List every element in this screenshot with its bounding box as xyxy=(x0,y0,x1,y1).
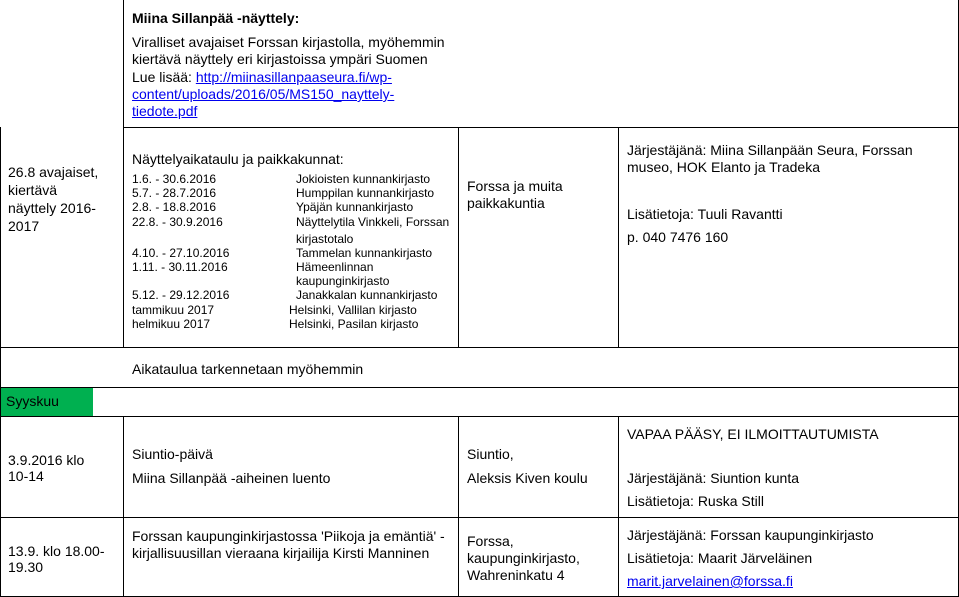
schedule-date: 22.8. - 30.9.2016 xyxy=(132,215,223,229)
table-border xyxy=(123,0,124,127)
schedule-date: tammikuu 2017 xyxy=(132,303,215,317)
schedule-place: Janakkalan kunnankirjasto xyxy=(296,288,438,302)
month-label: Syyskuu xyxy=(6,393,59,409)
table-border xyxy=(0,127,1,597)
contact-info: Lisätietoja: Ruska Still xyxy=(627,493,764,509)
schedule-date: 1.11. - 30.11.2016 xyxy=(132,260,228,274)
event-line: Forssan kaupunginkirjastossa 'Piikoja ja emäntiä' - xyxy=(132,528,445,544)
schedule-place: Helsinki, Vallilan kirjasto xyxy=(289,303,417,317)
table-border xyxy=(618,416,619,597)
table-border xyxy=(0,416,959,417)
date-line: 10-14 xyxy=(8,468,44,484)
date-line: 26.8 avajaiset, xyxy=(8,164,99,180)
schedule-date: 5.7. - 28.7.2016 xyxy=(132,186,217,200)
read-more-label: Lue lisää: xyxy=(132,69,196,85)
place-line: kaupunginkirjasto, xyxy=(467,550,580,566)
schedule-place: Ypäjän kunnankirjasto xyxy=(296,200,414,214)
date-line: 19.30 xyxy=(8,559,44,575)
organizer: Järjestäjänä: Siuntion kunta xyxy=(627,470,799,486)
free-entry-note: VAPAA PÄÄSY, EI ILMOITTAUTUMISTA xyxy=(627,426,879,442)
schedule-place: Humppilan kunnankirjasto xyxy=(296,186,435,200)
location-cell xyxy=(467,178,563,212)
read-more-link[interactable]: tiedote.pdf xyxy=(132,103,198,119)
description-line: Viralliset avajaiset Forssan kirjastolla, myöhemmin xyxy=(132,34,445,50)
organizer-line: Järjestäjänä: Miina Sillanpään Seura, Forssan xyxy=(627,142,913,158)
schedule-place: Näyttelytila Vinkkeli, Forssan xyxy=(296,215,450,229)
read-more-link[interactable]: content/uploads/2016/05/MS150_nayttely- xyxy=(132,86,395,102)
location-line: Forssa ja muita xyxy=(467,178,563,194)
schedule-date: 4.10. - 27.10.2016 xyxy=(132,246,230,260)
table-border xyxy=(123,416,124,597)
schedule-date: 5.12. - 29.12.2016 xyxy=(132,288,230,302)
event-place: Aleksis Kiven koulu xyxy=(467,470,588,486)
date-line: 13.9. klo 18.00- xyxy=(8,543,105,559)
exhibition-title: Miina Sillanpää -näyttely: xyxy=(132,10,300,26)
organizer: Järjestäjänä: Forssan kaupunginkirjasto xyxy=(627,527,874,543)
date-cell xyxy=(8,163,98,235)
date-line: kiertävä xyxy=(8,182,58,198)
date-cell xyxy=(8,543,105,575)
table-border xyxy=(0,347,959,348)
event-place: Siuntio, xyxy=(467,446,514,462)
read-more xyxy=(132,69,392,86)
place-line: Forssa, xyxy=(467,533,514,549)
event-description xyxy=(132,528,445,562)
place-line: Wahreninkatu 4 xyxy=(467,567,565,583)
table-border xyxy=(123,127,124,347)
date-line: näyttely 2016- xyxy=(8,200,96,216)
schedule-place: Jokioisten kunnankirjasto xyxy=(296,172,431,186)
table-border xyxy=(458,127,459,347)
schedule-heading: Näyttelyaikataulu ja paikkakunnat: xyxy=(132,151,344,167)
event-line: kirjallisuusillan vieraana kirjailija Kirsti Manninen xyxy=(132,545,430,561)
schedule-date: 2.8. - 18.8.2016 xyxy=(132,200,217,214)
contact-info: Lisätietoja: Maarit Järveläinen xyxy=(627,550,813,566)
description-line: kiertävä näyttely eri kirjastoissa ympäri Suomen xyxy=(132,51,428,67)
schedule-place: Tammelan kunnankirjasto xyxy=(296,246,433,260)
read-more-link[interactable]: http://miinasillanpaaseura.fi/wp- xyxy=(195,69,392,85)
contact-email-link[interactable]: marit.jarvelainen@forssa.fi xyxy=(627,573,793,589)
schedule-place: Helsinki, Pasilan kirjasto xyxy=(289,317,419,331)
organizer xyxy=(627,142,913,176)
phone: p. 040 7476 160 xyxy=(627,229,729,245)
date-line: 2017 xyxy=(8,218,40,234)
schedule-place: kirjastotalo xyxy=(296,232,354,246)
table-border xyxy=(0,387,959,388)
table-border xyxy=(618,127,619,347)
event-title: Siuntio-päivä xyxy=(132,446,213,462)
event-place xyxy=(467,533,580,584)
schedule-date: 1.6. - 30.6.2016 xyxy=(132,172,217,186)
table-border xyxy=(458,416,459,597)
schedule-date: helmikuu 2017 xyxy=(132,317,211,331)
table-border xyxy=(0,517,959,518)
location-line: paikkakuntia xyxy=(467,195,545,211)
organizer-line: museo, HOK Elanto ja Tradeka xyxy=(627,159,820,175)
schedule-place: Hämeenlinnan xyxy=(296,260,374,274)
date-line: 3.9.2016 klo xyxy=(8,452,85,468)
schedule-note: Aikataulua tarkennetaan myöhemmin xyxy=(132,361,364,377)
schedule-place: kaupunginkirjasto xyxy=(296,274,390,288)
event-description: Miina Sillanpää -aiheinen luento xyxy=(132,470,331,486)
table-border xyxy=(123,127,959,128)
date-cell xyxy=(8,452,84,484)
contact-info: Lisätietoja: Tuuli Ravantti xyxy=(627,206,783,222)
